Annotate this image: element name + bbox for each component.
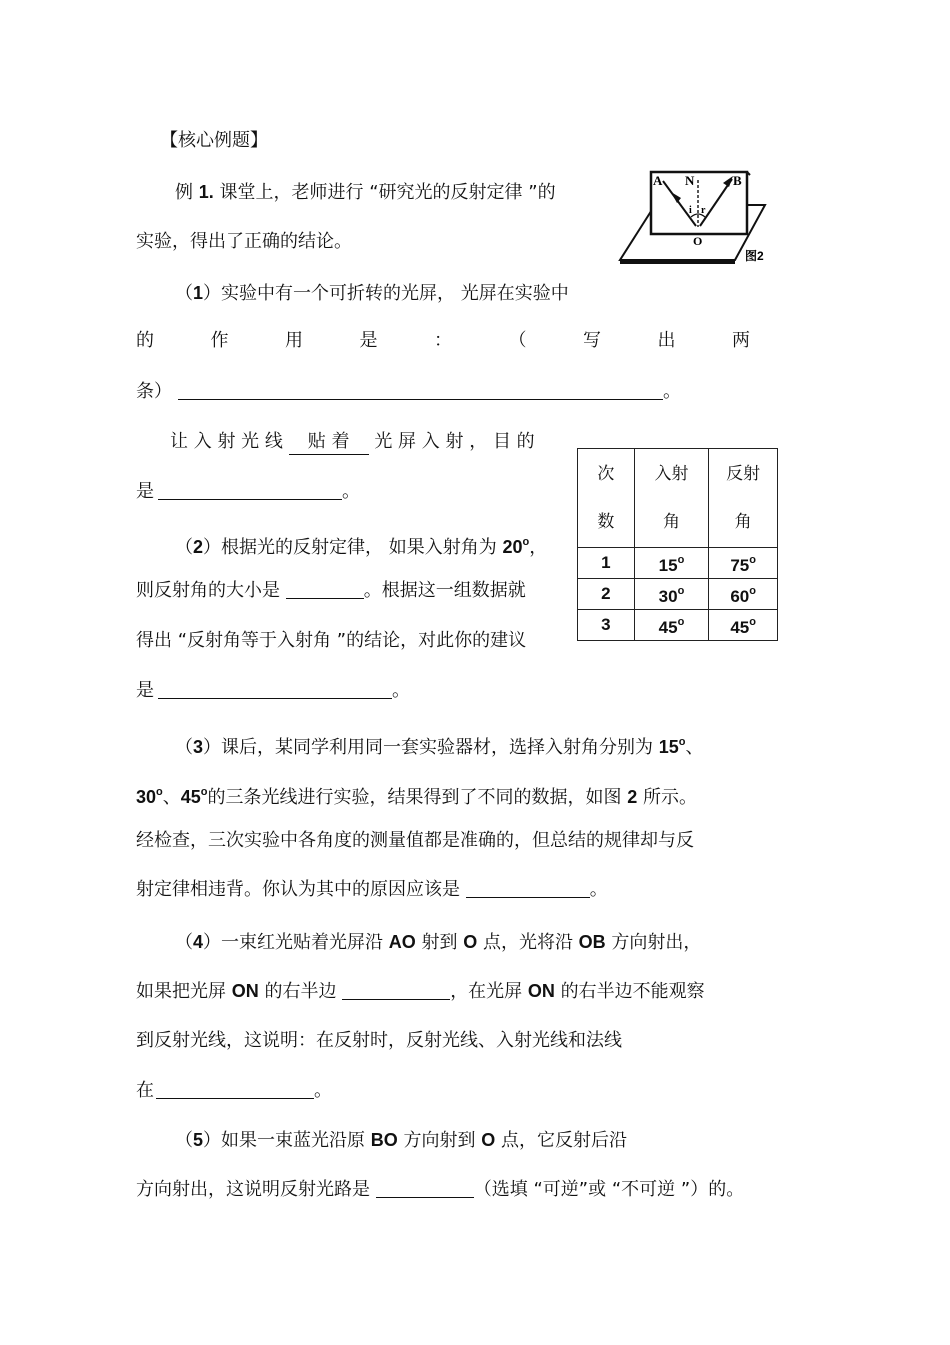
reason-answer-blank[interactable] xyxy=(466,879,590,898)
q1-line1: （1）实验中有一个可折转的光屏， 光屏在实验中 xyxy=(175,283,569,304)
q1-line5: 是 。 xyxy=(136,481,360,502)
header-trial: 次 数 xyxy=(578,449,635,548)
q4-line4: 在 。 xyxy=(136,1080,332,1101)
label-o: O xyxy=(693,234,703,248)
q5-line2: 方向射出，这说明反射光路是 （选填 “可逆”或 “不可逆 ”）的。 xyxy=(136,1179,745,1200)
q1-line2-spread: 的 作 用 是 ： （ 写 出 两 xyxy=(136,330,750,351)
angle-data-table xyxy=(577,448,778,641)
q2-line4: 是 。 xyxy=(136,680,410,701)
label-n: N xyxy=(685,173,695,188)
q3-line4: 射定律相违背。你认为其中的原因应该是 。 xyxy=(136,879,608,900)
screen-action-blank[interactable] xyxy=(342,981,450,1000)
example-intro-line1: 例 1. 课堂上，老师进行 “研究光的反射定律 ”的 xyxy=(175,182,556,203)
q3-line2: 30$^o$、45$^o$的三条光线进行实验，结果得到了不同的数据，如图 2 所示。 xyxy=(136,786,698,808)
reversibility-answer-blank[interactable] xyxy=(376,1179,474,1198)
reflection-apparatus-figure xyxy=(615,165,775,275)
purpose-answer-blank[interactable] xyxy=(158,481,342,500)
suggestion-answer-blank[interactable] xyxy=(158,680,392,699)
label-b: B xyxy=(733,173,742,188)
plane-answer-blank[interactable] xyxy=(156,1080,314,1099)
q3-line1: （3）课后，某同学利用同一套实验器材，选择入射角分别为 15$^o$、 xyxy=(175,736,704,758)
table-row: 3 45$^o$ 45$^o$ xyxy=(578,610,778,641)
label-i: i xyxy=(689,205,692,216)
q4-line3: 到反射光线，这说明：在反射时，反射光线、入射光线和法线 xyxy=(136,1030,622,1051)
q1-line3: 条） 。 xyxy=(136,381,681,402)
header-reflection-angle: 反射 角 xyxy=(709,449,778,548)
figure-caption: 图2 xyxy=(745,249,764,263)
q2-line2: 则反射角的大小是 。根据这一组数据就 xyxy=(136,580,526,601)
table-row: 2 30$^o$ 60$^o$ xyxy=(578,579,778,610)
q4-line1: （4）一束红光贴着光屏沿 AO 射到 O 点，光将沿 OB 方向射出， xyxy=(175,932,702,953)
section-title: 【核心例题】 xyxy=(160,130,268,151)
q2-line1: （2）根据光的反射定律， 如果入射角为 20$^o$， xyxy=(175,536,548,558)
label-r: r xyxy=(701,205,706,216)
screen-role-answer-blank[interactable] xyxy=(178,381,663,400)
header-incident-angle: 入射 角 xyxy=(634,449,709,548)
reflection-angle-blank[interactable] xyxy=(286,580,364,599)
q4-line2: 如果把光屏 ON 的右半边 ，在光屏 ON 的右半边不能观察 xyxy=(136,981,705,1002)
q1-line4: 让 入 射 光 线 贴 着 光 屏 入 射 ， 目 的 xyxy=(170,430,535,455)
q2-line3: 得出 “反射角等于入射角 ”的结论，对此你的建议 xyxy=(136,630,527,651)
label-a: A xyxy=(653,173,663,188)
example-intro-line2: 实验，得出了正确的结论。 xyxy=(136,231,352,252)
table-row: 1 15$^o$ 75$^o$ xyxy=(578,548,778,579)
q3-line3: 经检查，三次实验中各角度的测量值都是准确的，但总结的规律却与反 xyxy=(136,830,694,851)
filled-blank-tiezhe: 贴 着 xyxy=(289,430,369,455)
q5-line1: （5）如果一束蓝光沿原 BO 方向射到 O 点，它反射后沿 xyxy=(175,1130,627,1151)
